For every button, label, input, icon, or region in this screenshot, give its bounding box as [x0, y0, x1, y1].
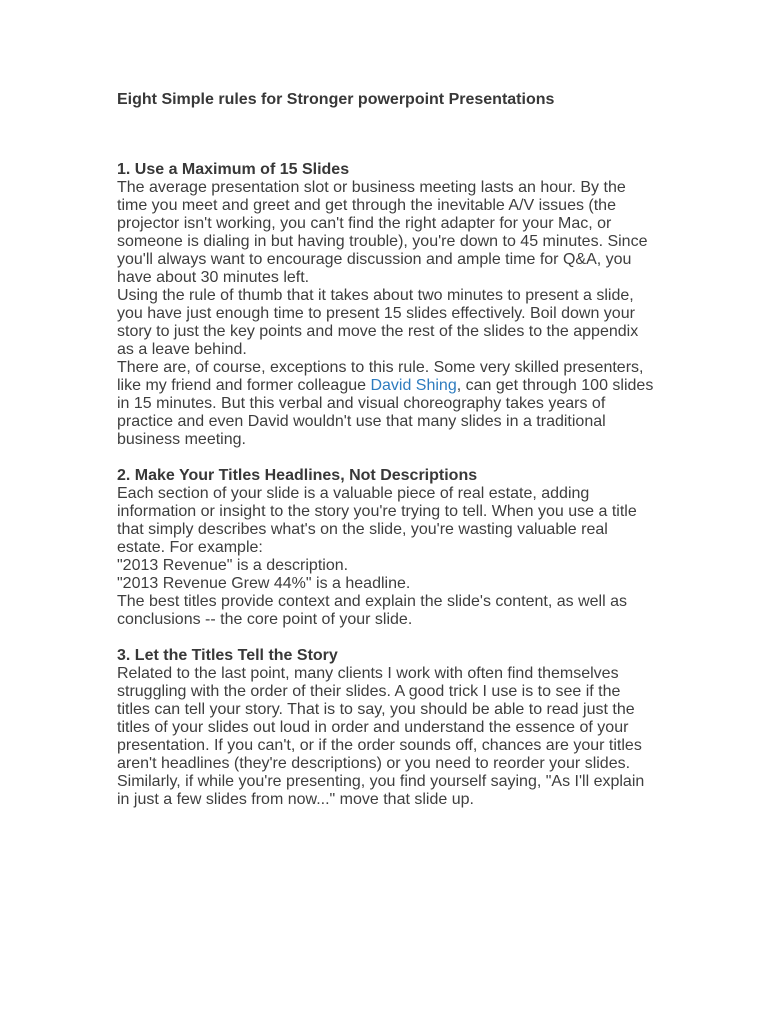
section-1-paragraph-1: The average presentation slot or business meeting lasts an hour. By the time you meet and greet and get through the inevitable A/V issues (the projector isn't working, you can't find the right adapter for your Mac, or someone is dialing in but having trouble), you're down to 45 minutes. Since you'll always want to encourage discussion and ample time for Q&A, you have about 30 minutes left.: [117, 179, 648, 286]
document-title: Eight Simple rules for Stronger powerpoint Presentations: [117, 91, 555, 108]
david-shing-link[interactable]: David Shing: [370, 377, 457, 394]
section-3-heading: 3. Let the Titles Tell the Story: [117, 647, 338, 664]
paragraph-text: , can get through 100 slides in 15 minutes. But this verbal and visual choreography takes years of practice and even David wouldn't use that many slides in a traditional business meeting.: [117, 377, 654, 448]
section-use-maximum-15-slides: [117, 161, 654, 449]
paragraph-text: There are, of course, exceptions to this rule. Some very skilled presenters, like my friend and former colleague: [117, 359, 644, 394]
section-1-paragraph-3: [117, 359, 654, 449]
section-3-paragraph-2: Similarly, if while you're presenting, you find yourself saying, "As I'll explain in just a few slides from now..." move that slide up.: [117, 773, 645, 808]
section-1-paragraph-2: Using the rule of thumb that it takes about two minutes to present a slide, you have just enough time to present 15 slides effectively. Boil down your story to just the key points and move the rest of the slides to the appendix as a leave behind.: [117, 287, 639, 358]
section-2-paragraph-3: "2013 Revenue Grew 44%" is a headline.: [117, 575, 411, 592]
section-2-paragraph-1: Each section of your slide is a valuable piece of real estate, adding information or insight to the story you're trying to tell. When you use a title that simply describes what's on the slide, you're wasting valuable real estate. For example:: [117, 485, 637, 556]
section-2-paragraph-4: The best titles provide context and explain the slide's content, as well as conclusions -- the core point of your slide.: [117, 593, 628, 628]
section-2-paragraph-2: "2013 Revenue" is a description.: [117, 557, 349, 574]
section-1-heading: 1. Use a Maximum of 15 Slides: [117, 161, 350, 178]
section-titles-headlines-not-descriptions: [117, 467, 654, 629]
section-let-titles-tell-story: [117, 647, 654, 809]
section-2-heading: 2. Make Your Titles Headlines, Not Descriptions: [117, 467, 478, 484]
document-content: [117, 91, 654, 809]
section-3-paragraph-1: Related to the last point, many clients I work with often find themselves struggling with the order of their slides. A good trick I use is to see if the titles can tell your story. That is to say, you should be able to read just the titles of your slides out loud in order and understand the essence of your presentation. If you can't, or if the order sounds off, chances are your titles aren't headlines (they're descriptions) or you need to reorder your slides.: [117, 665, 642, 772]
